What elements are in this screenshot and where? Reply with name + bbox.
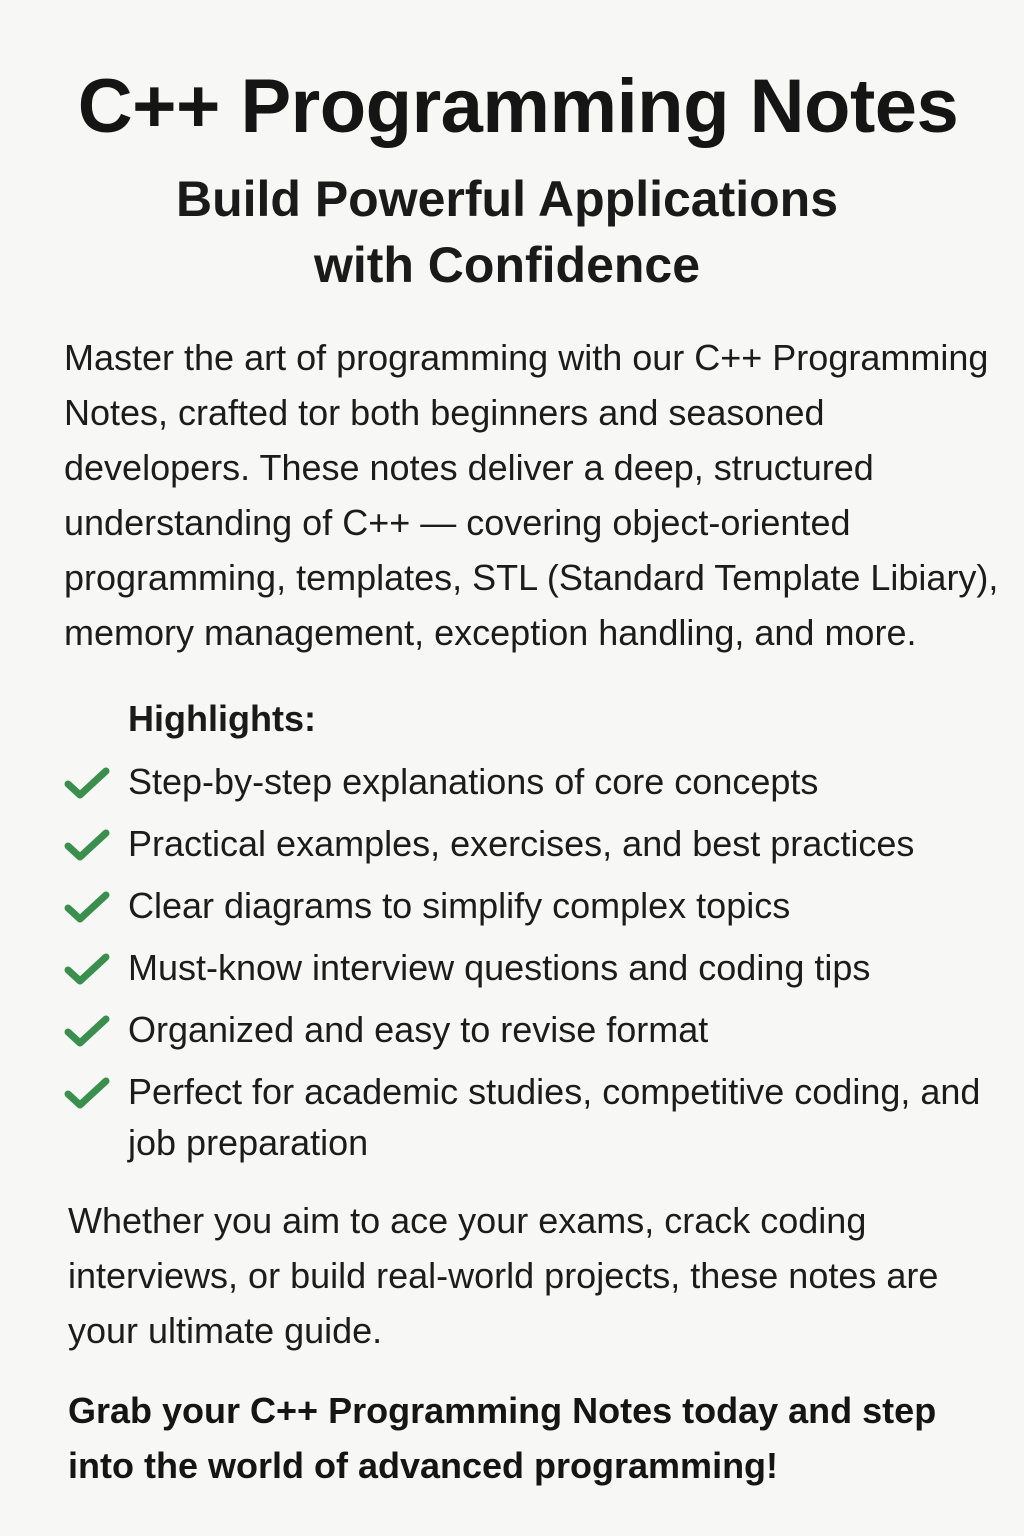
check-icon (64, 765, 110, 801)
outro-paragraph: Whether you aim to ace your exams, crack coding interviews, or build real-world projects, these notes are your ultimate guide. (68, 1200, 939, 1351)
call-to-action: Grab your C++ Programming Notes today and step into the world of advanced programming! (68, 1390, 937, 1486)
list-item (64, 880, 994, 931)
check-icon (64, 1013, 110, 1049)
highlights-heading: Highlights: (128, 698, 316, 739)
check-icon (64, 951, 110, 987)
list-item (64, 1004, 994, 1055)
highlight-text: Clear diagrams to simplify complex topics (128, 885, 791, 926)
highlight-text: Practical examples, exercises, and best practices (128, 823, 915, 864)
highlights-list (64, 756, 994, 1179)
check-icon (64, 889, 110, 925)
highlight-text: Must-know interview questions and coding tips (128, 947, 871, 988)
page-subtitle: Build Powerful Applications with Confidence (175, 171, 839, 293)
list-item (64, 756, 994, 807)
highlight-text: Perfect for academic studies, competitive coding, and job preparation (128, 1071, 981, 1163)
intro-paragraph: Master the art of programming with our C++ Programming Notes, crafted tor both beginners and seasoned developers. These notes deliver a deep, structured understanding of C++ — covering object-oriented programming, templates, STL (Standard Template Libiary), memory management, exception handling, and more. (64, 337, 999, 653)
highlight-text: Step-by-step explanations of core concepts (128, 761, 819, 802)
list-item (64, 1066, 994, 1168)
check-icon (64, 1075, 110, 1111)
list-item (64, 942, 994, 993)
list-item (64, 818, 994, 869)
check-icon (64, 827, 110, 863)
highlight-text: Organized and easy to revise format (128, 1009, 709, 1050)
page-title: C++ Programming Notes (77, 64, 959, 149)
